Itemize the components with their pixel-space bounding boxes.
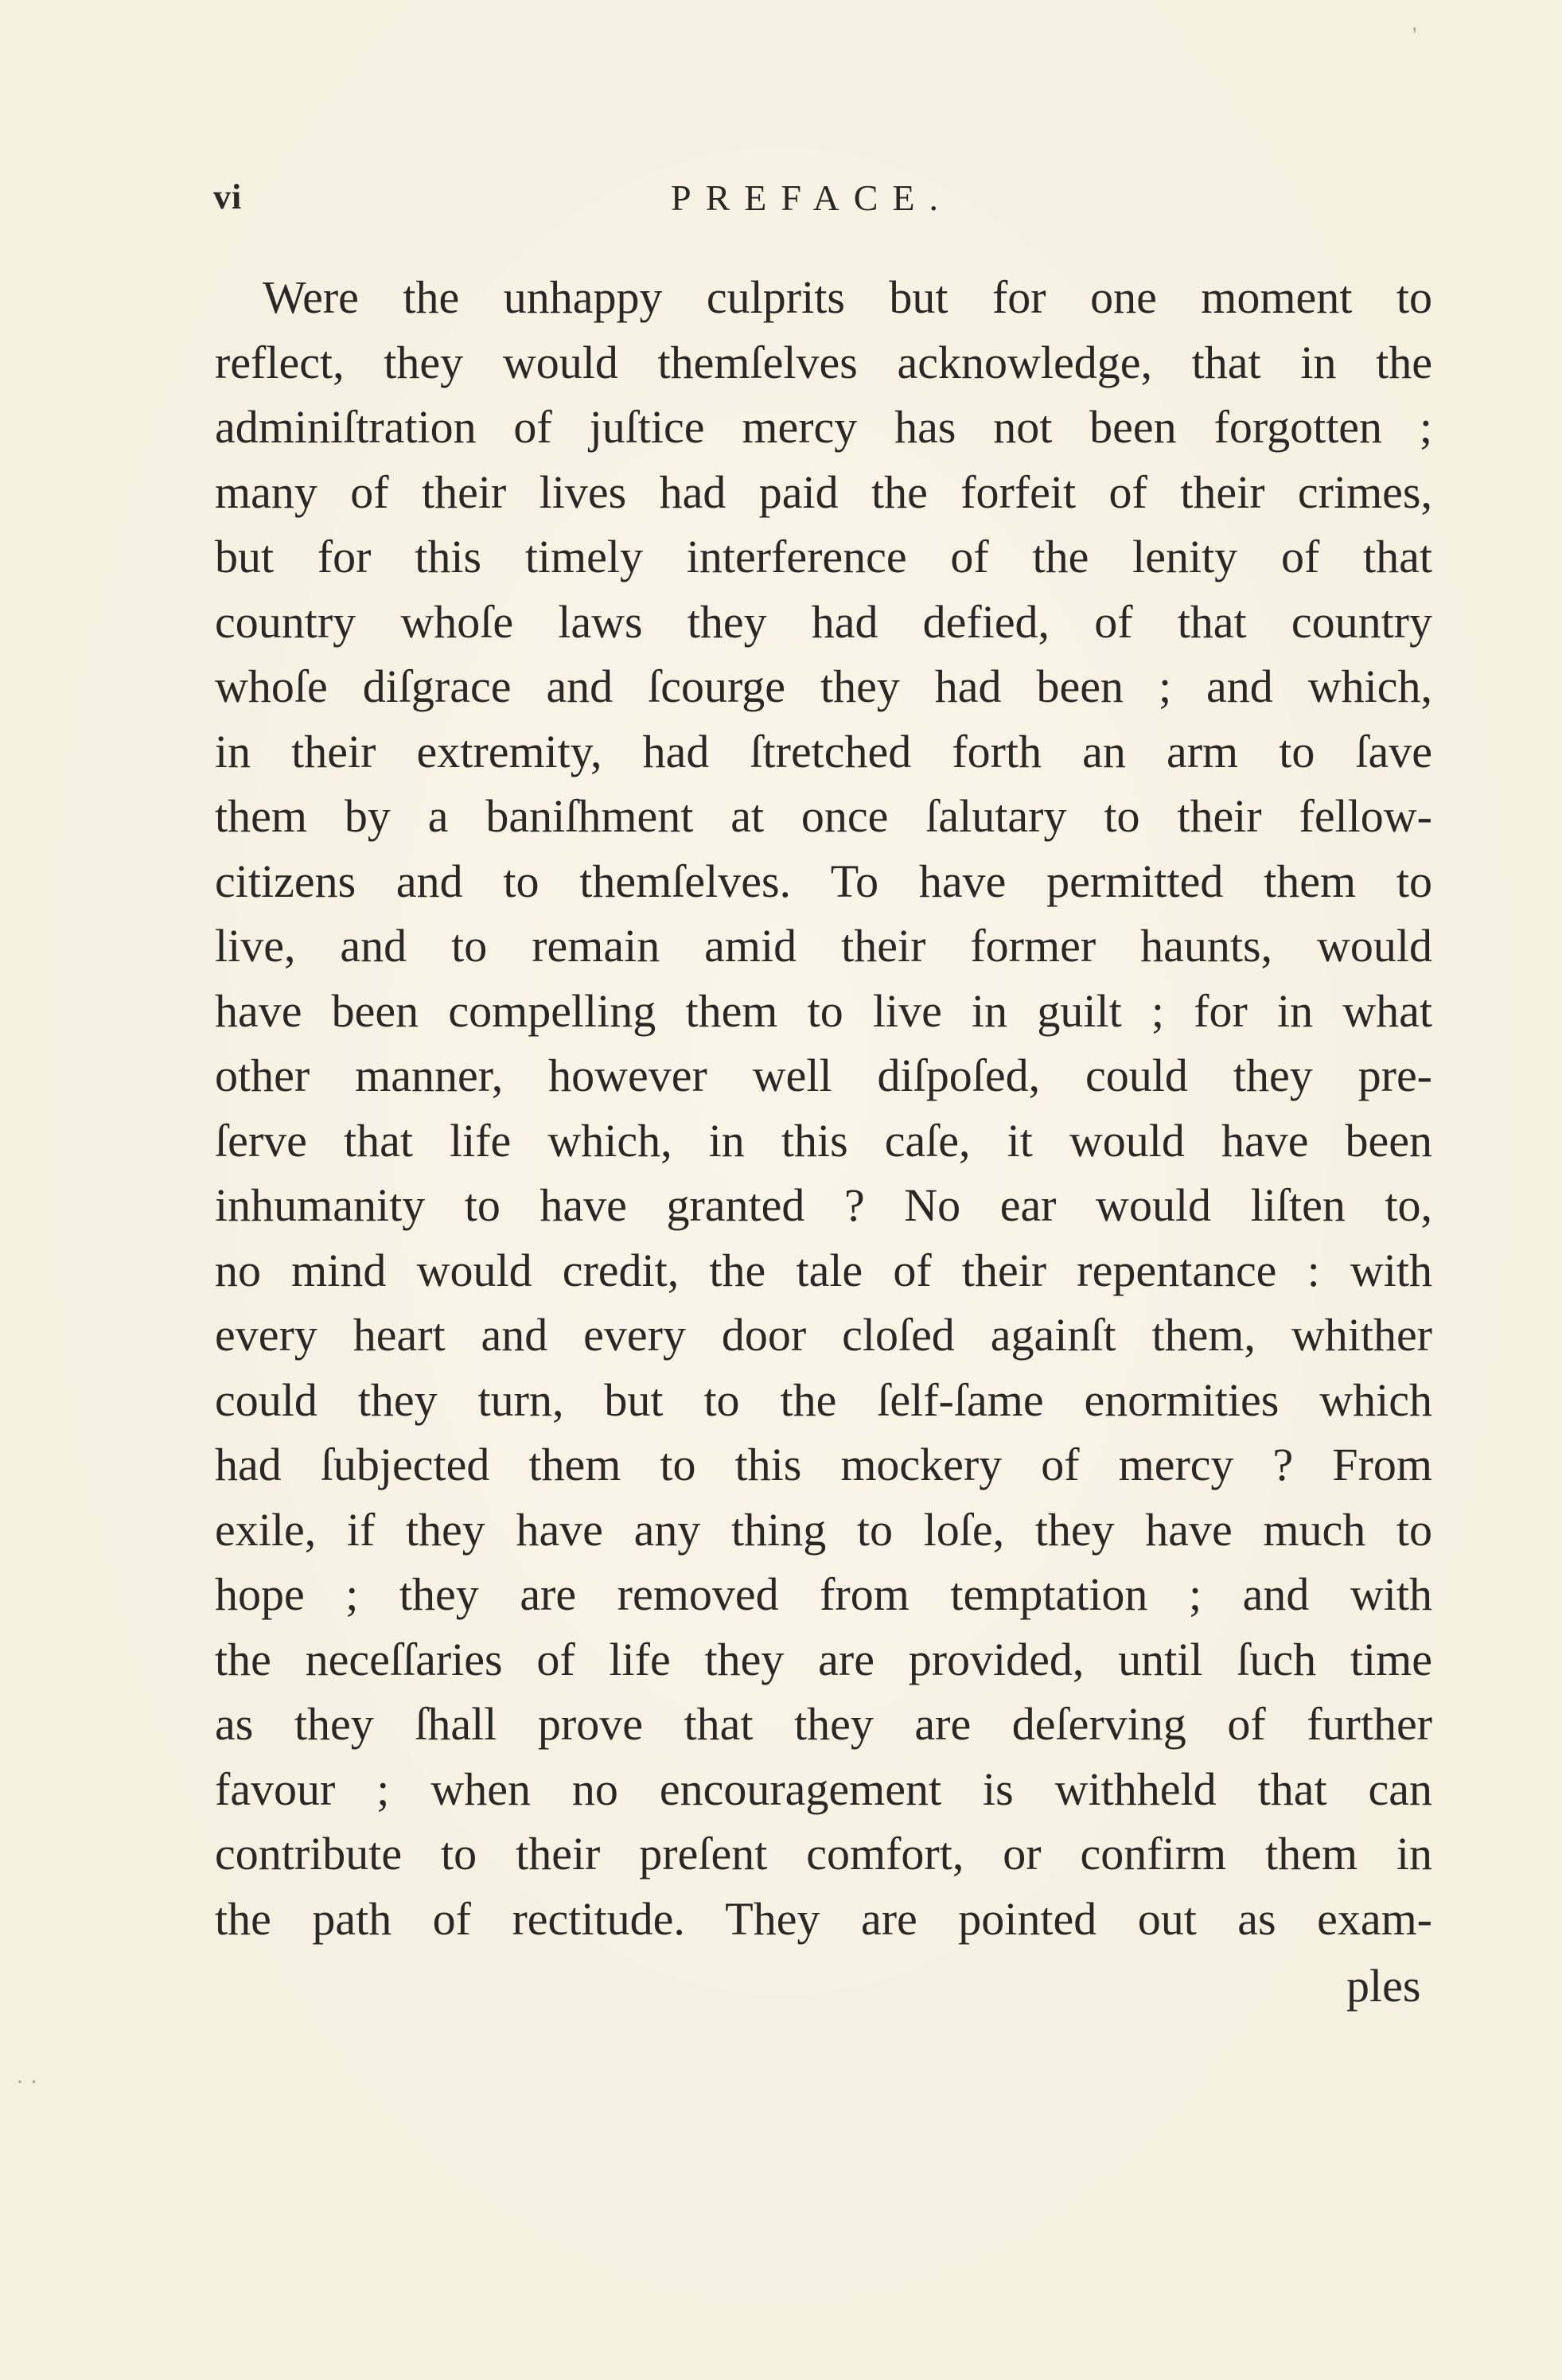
- text-line-content: the neceſſaries of life they are provided, until ſuch time: [215, 1633, 1432, 1685]
- text-line: [215, 849, 1432, 914]
- text-line-content: them by a baniſhment at once ſalutary to their fellow-: [215, 790, 1432, 842]
- text-line-content: other manner, however well diſpoſed, could they pre-: [215, 1050, 1432, 1101]
- text-line: [215, 1432, 1432, 1498]
- text-line: [215, 1498, 1432, 1563]
- text-line-content: could they turn, but to the ſelf-ſame enormities which: [215, 1373, 1432, 1426]
- text-line: [215, 1887, 1432, 1952]
- text-line: [215, 590, 1432, 655]
- text-line: [215, 1692, 1432, 1757]
- text-line-content: ſerve that life which, in this caſe, it would have been: [215, 1114, 1432, 1167]
- text-line: [215, 330, 1432, 395]
- text-line-content: as they ſhall prove that they are deſerving of further: [215, 1698, 1432, 1750]
- text-line-content: country whoſe laws they had defied, of that country: [215, 595, 1432, 648]
- text-line-content: had ſubjected them to this mockery of mercy ? From: [215, 1439, 1432, 1490]
- text-line: [215, 654, 1432, 719]
- text-line-content: many of their lives had paid the forfeit of their crimes,: [215, 465, 1432, 518]
- text-line-content: adminiſtration of juſtice mercy has not been forgotten ;: [215, 401, 1432, 453]
- page-number: vi: [213, 177, 243, 216]
- text-line: [215, 1627, 1432, 1692]
- text-line: [215, 1238, 1432, 1303]
- preface-body-text: [215, 265, 1432, 1951]
- text-line-content: hope ; they are removed from temptation ; and with: [215, 1568, 1432, 1620]
- text-line-content: the path of rectitude. They are pointed out as exam-: [215, 1892, 1432, 1945]
- text-line: [215, 1562, 1432, 1627]
- text-line-content: inhumanity to have granted ? No ear would liſten to,: [215, 1179, 1432, 1231]
- text-line-content: every heart and every door cloſed againſt them, whither: [215, 1309, 1432, 1361]
- text-line-content: in their extremity, had ſtretched forth an arm to ſave: [215, 725, 1432, 777]
- text-line-content: but for this timely interference of the lenity of that: [215, 531, 1432, 582]
- text-line: [215, 1303, 1432, 1368]
- text-line-content: reflect, they would themſelves acknowledge, that in the: [215, 336, 1432, 388]
- catchword: ples: [1346, 1960, 1421, 2012]
- text-line: [215, 460, 1432, 525]
- text-line: [215, 524, 1432, 590]
- paper-speck: · ·: [16, 2069, 38, 2095]
- text-line-content: whoſe diſgrace and ſcourge they had been ; and which,: [215, 660, 1432, 712]
- text-line: [215, 979, 1432, 1044]
- text-line-content: no mind would credit, the tale of their repentance : with: [215, 1244, 1432, 1296]
- text-line-content: citizens and to themſelves. To have permitted them to: [215, 855, 1432, 907]
- text-line: [215, 1108, 1432, 1174]
- text-line: [215, 913, 1432, 979]
- text-line-content: contribute to their preſent comfort, or confirm them in: [215, 1828, 1432, 1879]
- text-line: [215, 265, 1432, 330]
- text-line: [215, 784, 1432, 849]
- text-line-content: Were the unhappy culprits but for one moment to: [263, 271, 1432, 323]
- text-line-content: favour ; when no encouragement is withheld that can: [215, 1763, 1432, 1815]
- running-head: PREFACE.: [671, 177, 953, 218]
- text-line-content: live, and to remain amid their former haunts, would: [215, 920, 1432, 972]
- text-line-content: exile, if they have any thing to loſe, they have much to: [215, 1503, 1432, 1556]
- text-line: [215, 1043, 1432, 1108]
- text-line: [215, 1173, 1432, 1238]
- text-line-content: have been compelling them to live in guilt ; for in what: [215, 984, 1432, 1037]
- text-line: [215, 395, 1432, 460]
- text-line: [215, 1821, 1432, 1887]
- text-line: [215, 719, 1432, 785]
- paper-speck: ': [1412, 22, 1417, 49]
- text-line: [215, 1368, 1432, 1433]
- text-line: [215, 1757, 1432, 1822]
